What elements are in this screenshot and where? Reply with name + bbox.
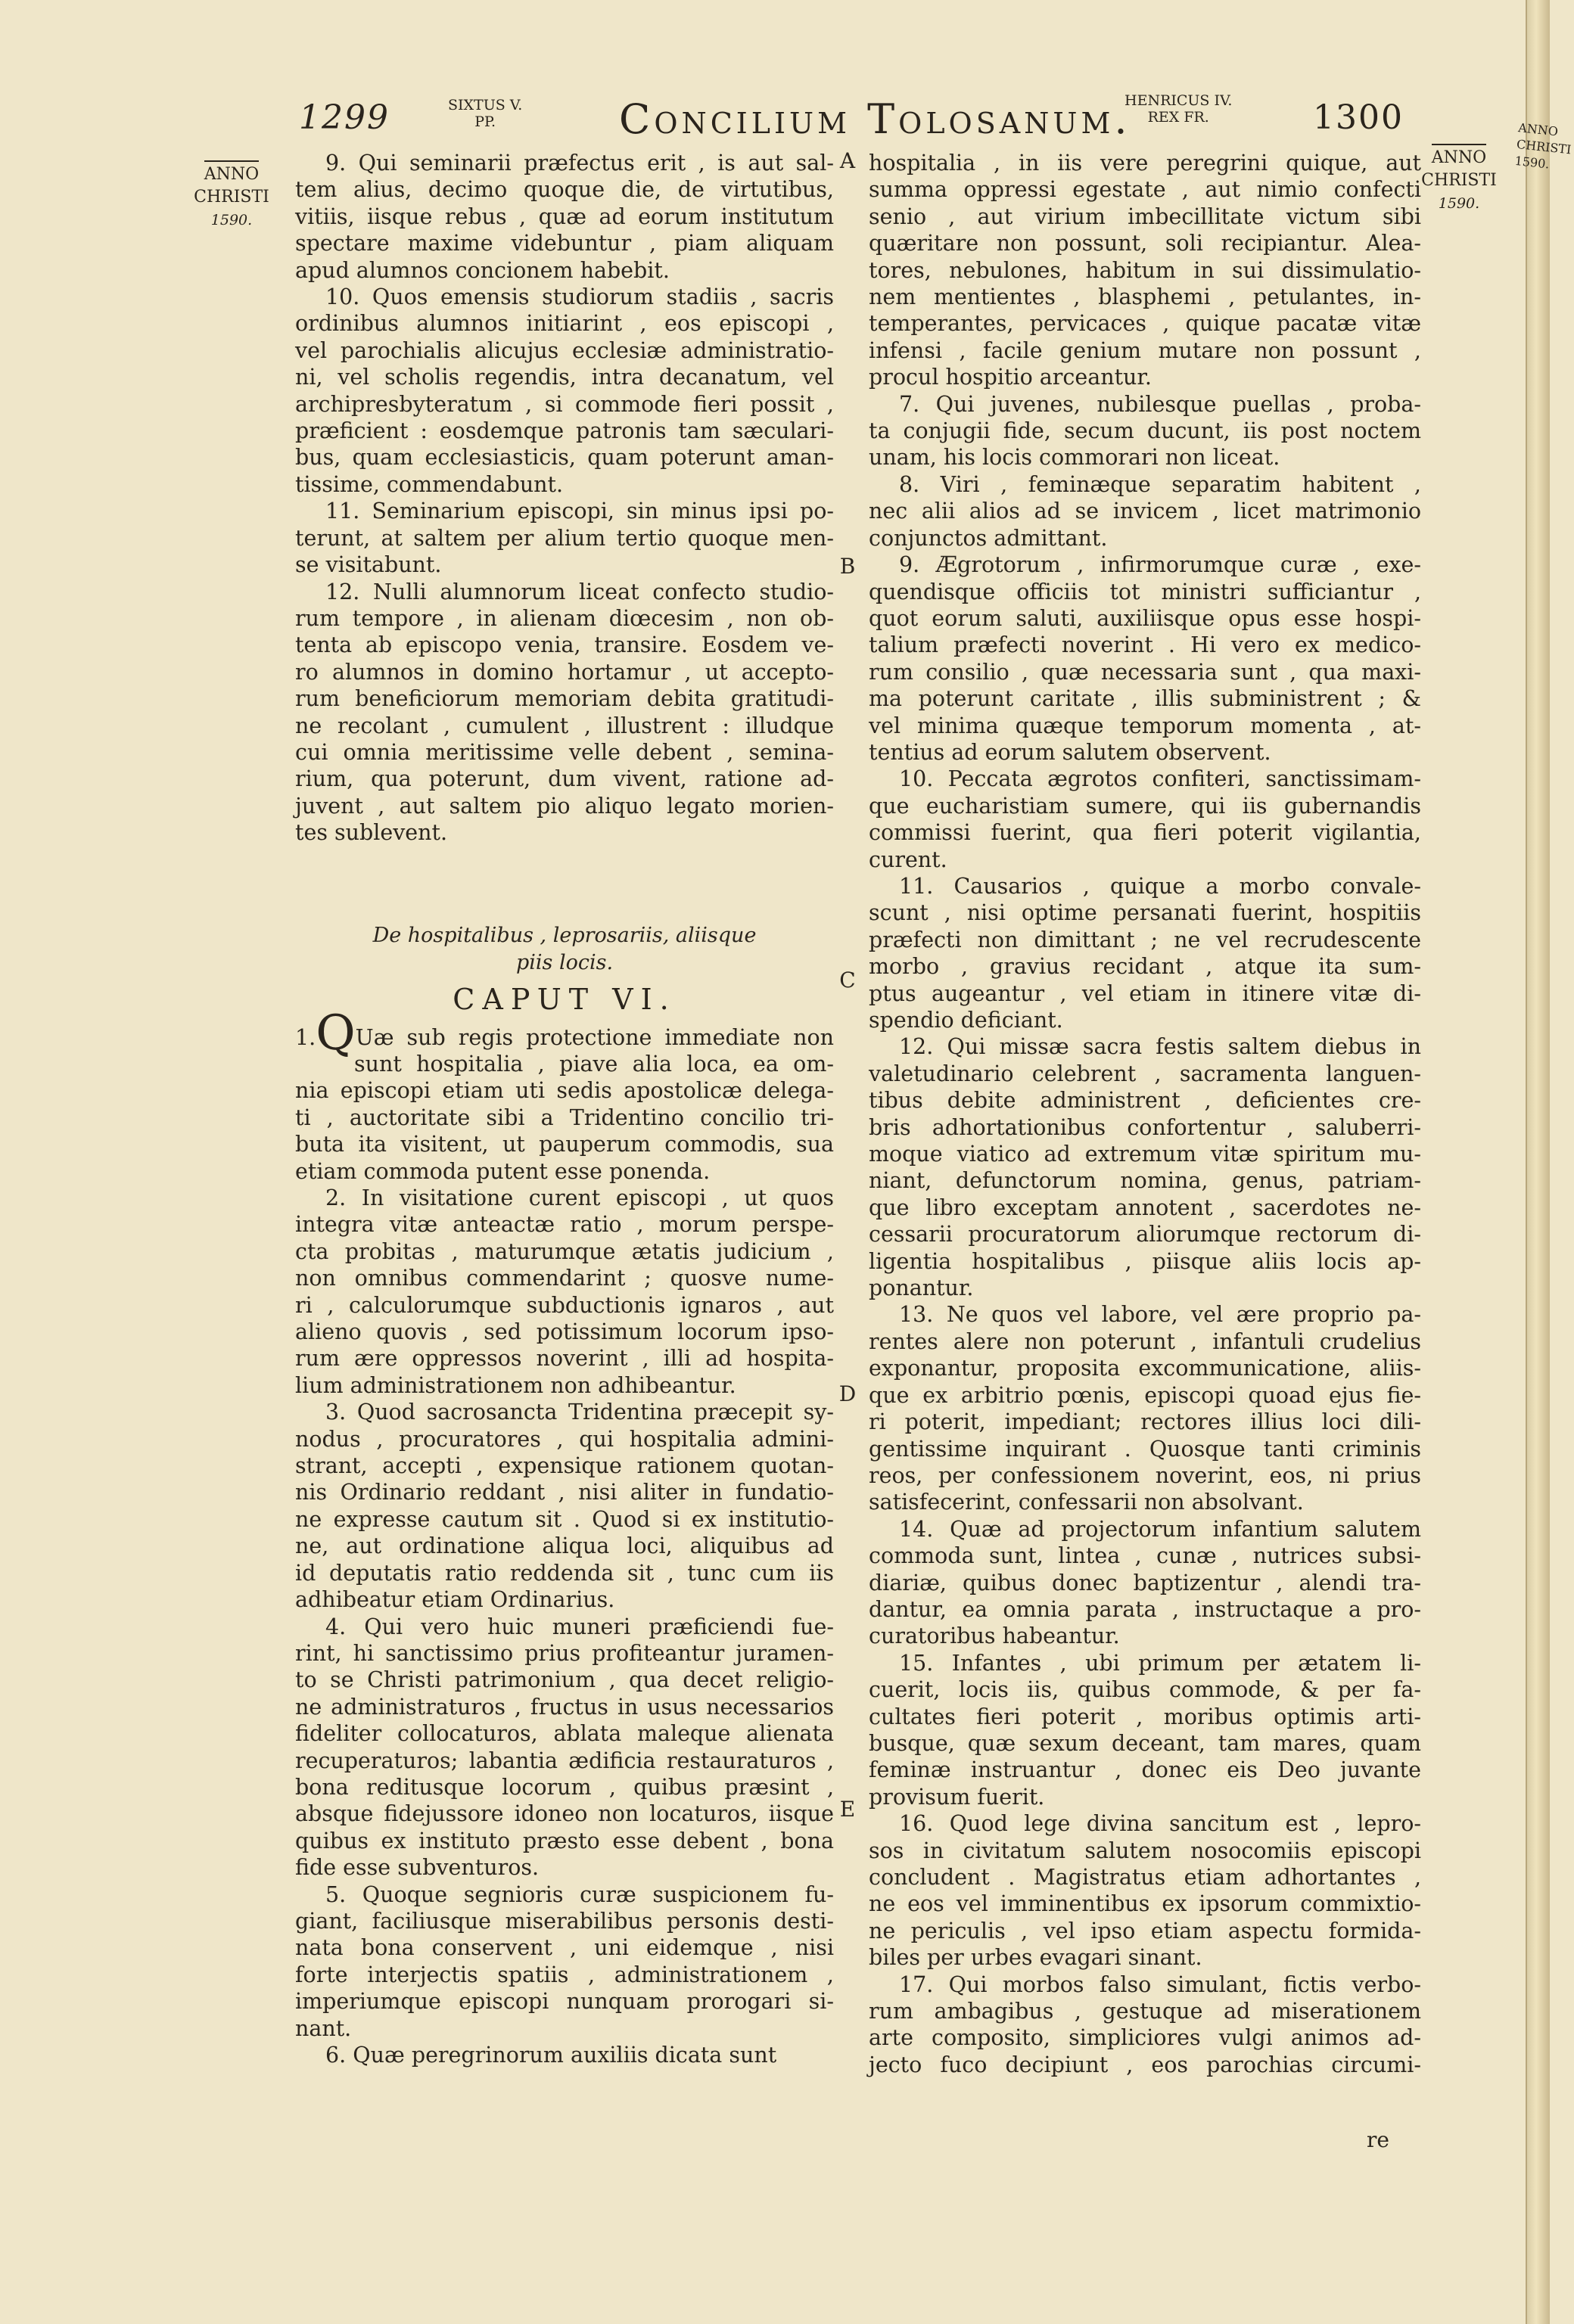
text-line: unam, his locis commorari non liceat. [869,445,1280,471]
text-line: 10. Quos emensis studiorum stadiis , sacris [325,284,834,310]
text-line: absque fidejussore idoneo non locaturos, iisque [295,1801,834,1827]
text-line: apud alumnos concionem habebit. [295,257,670,283]
right-page-number: 1300 [1313,98,1404,137]
text-line: rum beneficiorum memoriam debita gratitudi- [295,686,834,712]
text-line: adhibeatur etiam Ordinarius. [295,1587,615,1613]
text-line: præfecti non dimittant ; ne vel recrudescente [869,927,1421,952]
text-line: integra vitæ anteactæ ratio , morum perspe- [295,1212,834,1238]
catchword: re [1367,2127,1389,2152]
text-line: vel minima quæque temporum momenta , at- [869,713,1421,738]
text-line: imperiumque episcopi nunquam prorogari si- [295,1989,834,2015]
text-line: curatoribus habeantur. [869,1623,1120,1649]
text-line: ma poterunt caritate , illis subministrent ; & [869,686,1421,712]
text-line: ne eos vel imminentibus ex ipsorum commixtio- [869,1891,1421,1917]
text-line: procul hospitio arceantur. [869,365,1152,390]
text-line: tes sublevent. [295,820,448,846]
text-line: giant, faciliusque miserabilibus personis desti- [295,1908,834,1934]
text-line: rint, hi sanctissimo prius profiteantur juramen- [295,1640,834,1666]
page-header [0,83,1550,151]
text-line: sos in civitatum salutem nosocomiis episcopi [869,1838,1421,1863]
text-line: 11. Causarios , quique a morbo convale- [899,873,1421,899]
paragraph [295,579,834,847]
text-line: rum ære oppressos noverint , illi ad hospita- [295,1346,834,1372]
text-line: cui omnia meritissime velle debent , semina- [295,739,834,765]
text-line: tem alius, decimo quoque die, de virtutibus, [295,177,834,203]
text-line: arte composito, simpliciores vulgi animos ad- [869,2025,1421,2051]
text-line: quæritare non possunt, soli recipiantur. Alea- [869,231,1421,256]
text-line: ptus augeantur , vel etiam in itinere vitæ di- [869,980,1421,1006]
text-line: gentissime inquirant . Quosque tanti criminis [869,1436,1421,1462]
chapter-heading: CAPUT VI. [453,982,677,1016]
text-line: tissime, commendabunt. [295,471,564,497]
paragraph [869,1033,1421,1301]
pope-heading [448,97,522,130]
text-line: quibus ex instituto præsto esse debent , bona [295,1828,834,1853]
text-line: fideliter collocaturos, ablata maleque alienata [295,1721,834,1747]
text-line: 15. Infantes , ubi primum per ætatem li- [899,1650,1421,1676]
text-line: nodus , procuratores , qui hospitalia admini- [295,1426,834,1452]
text-line: ro alumnos in domino hortamur , ut accepto- [295,659,834,685]
king-line-2: REX FR. [1147,109,1209,126]
margin-year: 1590. [210,212,253,228]
text-line: que libro exceptam annotent , sacerdotes ne- [869,1195,1421,1220]
text-line: reos, per confessionem noverint, eos, ni prius [869,1462,1421,1488]
text-line: nis Ordinario reddant , nisi aliter in fundatio- [295,1480,834,1505]
text-line: nia episcopi etiam uti sedis apostolicæ delega- [295,1078,834,1104]
text-line: ri poterit, impediant; rectores illius loci dili- [869,1409,1421,1435]
section-marker-e: E [839,1797,856,1822]
margin-christi: CHRISTI [1421,171,1497,190]
text-line: ne recolant , cumulent , illustrent : illudque [295,713,834,738]
text-line: juvent , aut saltem pio aliquo legato morien- [295,793,834,819]
text-line: valetudinario celebrent , sacramenta languen- [869,1061,1421,1086]
paragraph-drop-cap [295,1005,834,1185]
text-line: que ex arbitrio pœnis, episcopi quoad ejus fie- [869,1382,1421,1408]
left-page-number: 1299 [299,98,390,137]
margin-christi: CHRISTI [194,188,269,207]
paragraph [869,391,1421,471]
margin-anno: ANNO [204,160,259,186]
paragraph [869,1516,1421,1650]
paragraph [295,2042,834,2068]
text-line: cessarii procuratorum aliorumque rectorum di- [869,1222,1421,1247]
text-line: bris adhortationibus confortentur , saluberri- [869,1114,1421,1140]
text-line: hospitalia , in iis vere peregrini quique, aut [869,151,1421,176]
text-line: ponantur. [869,1275,974,1301]
text-line: id deputatis ratio reddenda sit , tunc cum iis [295,1560,834,1586]
paragraph [295,1881,834,2042]
text-line: infensi , facile genium mutare non possunt , [869,337,1421,363]
text-line: se visitabunt. [295,552,442,578]
text-line: 10. Peccata ægrotos confiteri, sanctissimam- [899,766,1421,792]
text-line: rium, qua poterunt, dum vivent, ratione ad- [295,766,834,792]
paragraph [869,1971,1421,2079]
text-line: 2. In visitatione curent episcopi , ut quos [325,1185,834,1210]
text-line: exponantur, proposita excommunicatione, aliis- [869,1356,1421,1381]
text-line: biles per urbes evagari sinant. [869,1945,1202,1971]
running-title: Concilium Tolosanum. [619,95,1131,143]
text-line: archipresbyteratum , si commode fieri possit , [295,391,834,417]
text-line: lium administrationem non adhibeantur. [295,1372,736,1398]
text-line: ne expresse cautum sit . Quod si ex institutio- [295,1506,834,1532]
text-line: bona reditusque locorum , quibus præsint , [295,1774,834,1800]
text-line: tentius ad eorum salutem observent. [869,739,1271,765]
text-line: dantur, ea omnia parata , instructaque a pro- [869,1596,1421,1622]
text-line: nem mentientes , blasphemi , petulantes, in- [869,284,1421,310]
text-line: non omnibus commendarint ; quosve nume- [295,1266,834,1291]
king-line-1: HENRICUS IV. [1125,92,1233,109]
text-line: recuperaturos; labantia ædificia restauraturos , [295,1748,834,1773]
section-marker-c: C [839,968,856,993]
page-edge [1526,0,1550,2324]
paragraph [869,766,1421,873]
text-line: 17. Qui morbos falso simulant, fictis verbo- [899,1971,1421,1997]
text-line: forte interjectis spatiis , administrationem , [295,1962,834,1987]
text-line: vel parochialis alicujus ecclesiæ administratio- [295,337,834,363]
text-line: 14. Quæ ad projectorum infantium salutem [899,1516,1421,1542]
king-heading [1125,92,1232,126]
text-line: nec alii alios ad se invicem , licet matrimonio [869,499,1421,524]
margin-anno: ANNO [1432,144,1486,169]
margin-year-right [1417,144,1501,215]
text-line: sunt hospitalia , piave alia loca, ea om- [354,1051,834,1077]
text-line: buta ita visitent, ut pauperum commodis, sua [295,1132,834,1157]
paragraph [869,150,1421,391]
text-line: scunt , nisi optime persanati fuerint, hospitiis [869,900,1421,926]
text-line: quot eorum saluti, auxiliisque opus esse hospi- [869,605,1421,631]
section-marker-b: B [839,554,856,579]
text-line: rum tempore , in alienam diœcesim , non ob- [295,605,834,631]
paragraph [869,1301,1421,1515]
text-line: 4. Qui vero huic muneri præficiendi fue- [325,1614,834,1639]
text-line: commissi fuerint, qua fieri poterit vigilantia, [869,820,1421,846]
paragraph [295,1614,834,1881]
text-line: 9. Qui seminarii præfectus erit , is aut sal- [325,151,834,176]
text-line: cta probitas , maturumque ætatis judicium , [295,1238,834,1264]
text-line: 5. Quoque segnioris curæ suspicionem fu- [325,1881,834,1907]
text-line: vitiis, iisque rebus , quæ ad eorum institutum [295,204,834,229]
paragraph [295,284,834,498]
text-line: talium præfecti noverint . Hi vero ex medico- [869,632,1421,658]
text-line: jecto fuco decipiunt , eos parochias circumi- [869,2052,1421,2077]
text-line: commoda sunt, lintea , cunæ , nutrices subsi- [869,1543,1421,1569]
text-line: provisum fuerit. [869,1784,1045,1810]
paragraph [869,873,1421,1033]
text-line: conjunctos admittant. [869,525,1108,551]
right-column [869,150,1421,2078]
margin-year-edge [1513,120,1572,172]
left-column [295,150,834,2068]
paragraph [869,551,1421,766]
text-line: ri , calculorumque subductionis ignaros , aut [295,1292,834,1318]
text-line: summa oppressi egestate , aut nimio confecti [869,177,1421,203]
text-line: ti , auctoritate sibi a Tridentino concilio tri- [295,1105,834,1130]
text-line: tores, nebulones, habitum in sui dissimulatio- [869,257,1421,283]
text-line: 8. Viri , feminæque separatim habitent , [899,471,1421,497]
paragraph [869,471,1421,551]
pope-line-1: SIXTUS V. [448,97,523,113]
text-line: 16. Quod lege divina sancitum est , lepro- [899,1811,1421,1837]
text-line: bus, quam ecclesiasticis, quam poterunt aman- [295,445,834,471]
text-line: fide esse subventuros. [295,1855,540,1881]
text-line: curent. [869,847,947,872]
text-line: cuerit, locis iis, quibus commode, & per fa- [869,1677,1421,1703]
text-line: diariæ, quibus donec baptizentur , alendi tra- [869,1570,1421,1595]
text-line: quendisque officiis tot ministri sufficiantur , [869,579,1421,604]
text-line: tibus debite administrent , deficientes cre- [869,1088,1421,1114]
margin-anno: ANNO [1517,120,1559,139]
text-line: busque, quæ sexum deceant, tam mares, quam [869,1730,1421,1756]
text-line: ne, aut ordinatione aliqua loci, aliquibus ad [295,1533,834,1559]
text-line: rentes alere non poterunt , infantuli crudelius [869,1328,1421,1354]
margin-year: 1590. [1513,153,1551,172]
text-line: satisfecerint, confessarii non absolvant. [869,1490,1304,1515]
text-line: 3. Quod sacrosancta Tridentina præcepit sy- [325,1400,834,1425]
text-line: concludent . Magistratus etiam adhortantes , [869,1865,1421,1890]
text-line: ta conjugii fide, secum ducunt, iis post noctem [869,418,1421,444]
text-line: ligentia hospitalibus , piisque aliis locis ap- [869,1248,1421,1274]
margin-year: 1590. [1438,195,1480,212]
pope-line-2: PP. [474,113,496,130]
text-line: rum ambagibus , gestuque ad miserationem [869,1999,1421,2024]
text-line: niant, defunctorum nomina, genus, patriam- [869,1168,1421,1194]
text-line: senio , aut virium imbecillitate victum sibi [869,204,1421,229]
section-marker-a: A [839,148,856,173]
section-title-line-1: De hospitalibus , leprosariis, aliisque [372,923,757,947]
text-line: ne periculis , vel ipso etiam aspectu formida- [869,1918,1421,1943]
paragraph [295,1185,834,1399]
text-line: ordinibus alumnos initiarint , eos episcopi , [295,311,834,337]
text-line: 12. Nulli alumnorum liceat confecto studio- [325,579,834,604]
text-line: cultates fieri poterit , moribus optimis arti- [869,1704,1421,1729]
text-line: 11. Seminarium episcopi, sin minus ipsi po- [325,499,834,524]
paragraph [295,150,834,284]
text-line: to se Christi patrimonium , qua decet religio- [295,1667,834,1693]
drop-cap: Q [316,1005,356,1061]
text-line: terunt, at saltem per alium tertio quoque men- [295,525,834,551]
text-line: feminæ instruantur , donec eis Deo juvante [869,1757,1421,1783]
text-line: rum consilio , quæ necessaria sunt , qua maxi- [869,659,1421,685]
text-line: 6. Quæ peregrinorum auxiliis dicata sunt [325,2043,777,2068]
section-title-line-2: piis locis. [515,950,614,974]
paragraph [869,1810,1421,1971]
margin-christi: CHRISTI [1516,136,1572,157]
text-line: nata bona conservent , uni eidemque , nisi [295,1935,834,1961]
margin-year-left [189,160,274,231]
text-line: moque viatico ad extremum vitæ spiritum mu- [869,1142,1421,1167]
text-line: ne administraturos , fructus in usus necessarios [295,1694,834,1720]
spacer [295,847,834,922]
text-line: 13. Ne quos vel labore, vel ære proprio pa- [899,1302,1421,1328]
text-line: præficient : eosdemque patronis tam sæculari- [295,418,834,444]
text-line: nant. [295,2015,352,2041]
text-line: spendio deficiant. [869,1008,1063,1033]
text-line: etiam commoda putent esse ponenda. [295,1158,711,1184]
section-marker-d: D [838,1381,857,1406]
paragraph [295,1399,834,1613]
text-line: Uæ sub regis protectione immediate non [355,1024,834,1050]
text-line: que eucharistiam sumere, qui iis gubernandis [869,793,1421,819]
text-line: strant, accepti , expensique rationem quotan- [295,1453,834,1479]
drop-cap-line [295,1005,834,1061]
text-line: spectare maxime videbuntur , piam aliquam [295,231,834,256]
text-line: temperantes, pervicaces , quique pacatæ vitæ [869,311,1421,337]
text-line: 12. Qui missæ sacra festis saltem diebus in [899,1034,1421,1060]
paragraph [295,498,834,578]
text-line: alieno quovis , sed potissimum locorum ipso- [295,1319,834,1345]
text-line: tenta ab episcopo venia, transire. Eosdem ve- [295,632,834,658]
paragraph-number: 1. [295,1024,316,1050]
text-line: ni, vel scholis regendis, intra decanatum, vel [295,365,834,390]
text-line: morbo , gravius recidant , atque ita sum- [869,954,1421,980]
section-title [295,922,834,977]
text-line: 9. Ægrotorum , infirmorumque curæ , exe- [899,552,1421,578]
paragraph [869,1650,1421,1810]
text-line: 7. Qui juvenes, nubilesque puellas , proba- [899,391,1421,417]
